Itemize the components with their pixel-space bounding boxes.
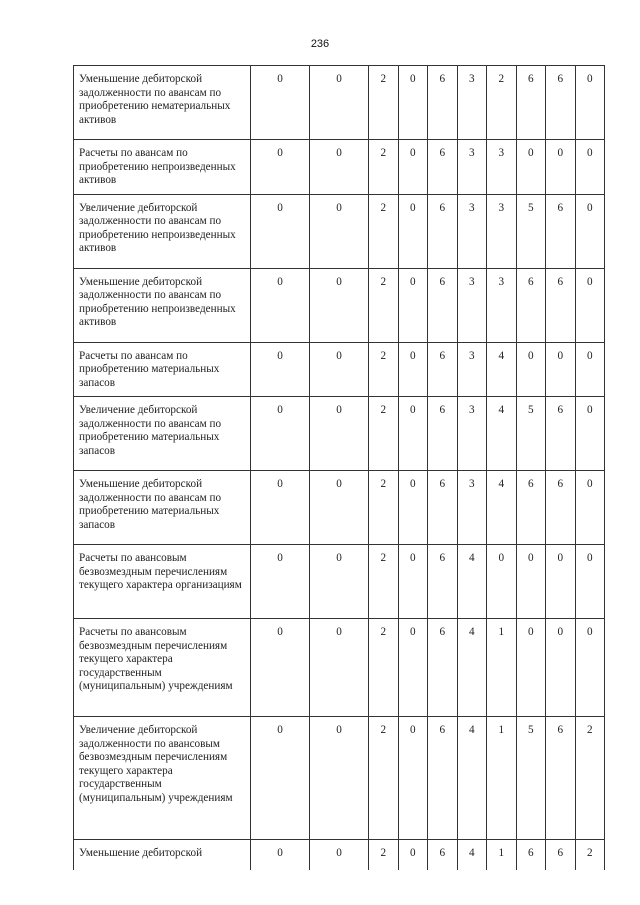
code-digit: 0	[398, 268, 428, 342]
code-digit: 6	[546, 717, 576, 840]
code-digit: 6	[428, 342, 458, 397]
code-digit: 0	[398, 342, 428, 397]
code-digit: 4	[457, 545, 487, 619]
code-digit: 6	[428, 717, 458, 840]
row-label: Уменьшение дебиторской задолженности по авансам по приобретению непроизведенных активов	[74, 268, 251, 342]
code-digit: 0	[251, 140, 310, 195]
code-digit: 6	[428, 545, 458, 619]
code-digit: 0	[398, 545, 428, 619]
code-digit: 4	[457, 619, 487, 717]
code-digit: 6	[428, 66, 458, 140]
code-digit: 3	[457, 471, 487, 545]
table-row	[74, 717, 605, 840]
code-digit: 6	[516, 66, 546, 140]
code-digit: 0	[575, 397, 605, 471]
code-digit: 0	[310, 397, 369, 471]
code-digit: 6	[546, 194, 576, 268]
code-digit: 4	[487, 342, 517, 397]
row-label: Уменьшение дебиторской	[74, 840, 251, 870]
code-digit: 3	[457, 268, 487, 342]
code-digit: 4	[457, 840, 487, 870]
code-digit: 2	[487, 66, 517, 140]
row-label: Расчеты по авансам по приобретению материальных запасов	[74, 342, 251, 397]
code-digit: 0	[398, 66, 428, 140]
code-digit: 3	[457, 342, 487, 397]
code-digit: 0	[251, 619, 310, 717]
table-row	[74, 397, 605, 471]
code-digit: 4	[487, 471, 517, 545]
code-digit: 3	[457, 397, 487, 471]
table-row	[74, 471, 605, 545]
code-digit: 2	[369, 397, 399, 471]
code-digit: 0	[310, 140, 369, 195]
code-digit: 2	[369, 268, 399, 342]
code-digit: 0	[310, 342, 369, 397]
code-digit: 6	[428, 194, 458, 268]
code-digit: 0	[310, 717, 369, 840]
code-digit: 4	[487, 397, 517, 471]
row-label: Расчеты по авансовым безвозмездным перечислениям текущего характера организациям	[74, 545, 251, 619]
code-digit: 4	[457, 717, 487, 840]
page-number: 236	[310, 38, 330, 50]
code-digit: 0	[310, 194, 369, 268]
code-digit: 0	[398, 840, 428, 870]
code-digit: 0	[310, 268, 369, 342]
code-digit: 6	[428, 840, 458, 870]
code-digit: 2	[369, 140, 399, 195]
account-code-table	[73, 65, 605, 870]
row-label: Уменьшение дебиторской задолженности по авансам по приобретению материальных запасов	[74, 471, 251, 545]
code-digit: 0	[546, 342, 576, 397]
code-digit: 0	[251, 342, 310, 397]
code-digit: 0	[516, 140, 546, 195]
code-digit: 3	[487, 140, 517, 195]
code-digit: 0	[575, 471, 605, 545]
code-digit: 0	[398, 397, 428, 471]
code-digit: 2	[369, 545, 399, 619]
code-digit: 0	[398, 471, 428, 545]
table-row	[74, 342, 605, 397]
code-digit: 3	[457, 194, 487, 268]
code-digit: 0	[251, 471, 310, 545]
code-digit: 3	[487, 268, 517, 342]
code-digit: 6	[546, 268, 576, 342]
code-digit: 6	[516, 840, 546, 870]
code-digit: 0	[575, 545, 605, 619]
code-digit: 0	[516, 342, 546, 397]
code-digit: 0	[398, 140, 428, 195]
code-digit: 0	[310, 840, 369, 870]
code-digit: 0	[516, 619, 546, 717]
code-digit: 6	[546, 397, 576, 471]
row-label: Расчеты по авансовым безвозмездным перечислениям текущего характера государственным (муниципальным) учреждениям	[74, 619, 251, 717]
code-digit: 0	[546, 545, 576, 619]
code-digit: 5	[516, 717, 546, 840]
code-digit: 0	[251, 268, 310, 342]
code-digit: 2	[575, 717, 605, 840]
code-digit: 2	[369, 717, 399, 840]
code-digit: 0	[487, 545, 517, 619]
code-digit: 0	[575, 268, 605, 342]
code-digit: 0	[575, 140, 605, 195]
code-digit: 6	[546, 66, 576, 140]
code-digit: 0	[546, 619, 576, 717]
code-digit: 6	[546, 471, 576, 545]
code-digit: 0	[310, 471, 369, 545]
code-digit: 0	[575, 194, 605, 268]
code-digit: 2	[369, 194, 399, 268]
code-digit: 5	[516, 397, 546, 471]
code-digit: 2	[575, 840, 605, 870]
code-digit: 0	[398, 194, 428, 268]
code-digit: 3	[457, 66, 487, 140]
table-row	[74, 268, 605, 342]
code-digit: 0	[251, 66, 310, 140]
code-digit: 1	[487, 717, 517, 840]
code-digit: 6	[428, 140, 458, 195]
code-digit: 2	[369, 471, 399, 545]
table-row	[74, 194, 605, 268]
code-digit: 6	[516, 268, 546, 342]
row-label: Увеличение дебиторской задолженности по авансам по приобретению материальных запасов	[74, 397, 251, 471]
row-label: Увеличение дебиторской задолженности по авансовым безвозмездным перечислениям текущего характера государственным (муниципальным) учреждениям	[74, 717, 251, 840]
code-digit: 1	[487, 840, 517, 870]
code-digit: 2	[369, 619, 399, 717]
code-digit: 6	[546, 840, 576, 870]
code-digit: 0	[516, 545, 546, 619]
code-digit: 0	[251, 397, 310, 471]
code-digit: 6	[428, 268, 458, 342]
code-digit: 6	[428, 619, 458, 717]
table-row	[74, 840, 605, 870]
code-digit: 0	[546, 140, 576, 195]
code-digit: 0	[251, 194, 310, 268]
code-digit: 0	[398, 717, 428, 840]
code-digit: 2	[369, 840, 399, 870]
code-digit: 0	[310, 545, 369, 619]
code-digit: 6	[428, 397, 458, 471]
code-digit: 0	[575, 66, 605, 140]
row-label: Расчеты по авансам по приобретению непроизведенных активов	[74, 140, 251, 195]
row-label: Увеличение дебиторской задолженности по авансам по приобретению непроизведенных активов	[74, 194, 251, 268]
code-digit: 0	[575, 342, 605, 397]
code-digit: 0	[251, 717, 310, 840]
table-row	[74, 545, 605, 619]
code-digit: 0	[251, 840, 310, 870]
table-row	[74, 619, 605, 717]
code-digit: 2	[369, 342, 399, 397]
code-digit: 0	[310, 66, 369, 140]
code-digit: 0	[398, 619, 428, 717]
code-digit: 3	[457, 140, 487, 195]
code-digit: 5	[516, 194, 546, 268]
code-digit: 0	[251, 545, 310, 619]
code-digit: 6	[428, 471, 458, 545]
code-digit: 6	[516, 471, 546, 545]
code-digit: 0	[310, 619, 369, 717]
table-row	[74, 66, 605, 140]
code-digit: 3	[487, 194, 517, 268]
table-row	[74, 140, 605, 195]
code-digit: 2	[369, 66, 399, 140]
code-digit: 1	[487, 619, 517, 717]
code-digit: 0	[575, 619, 605, 717]
row-label: Уменьшение дебиторской задолженности по авансам по приобретению нематериальных активов	[74, 66, 251, 140]
